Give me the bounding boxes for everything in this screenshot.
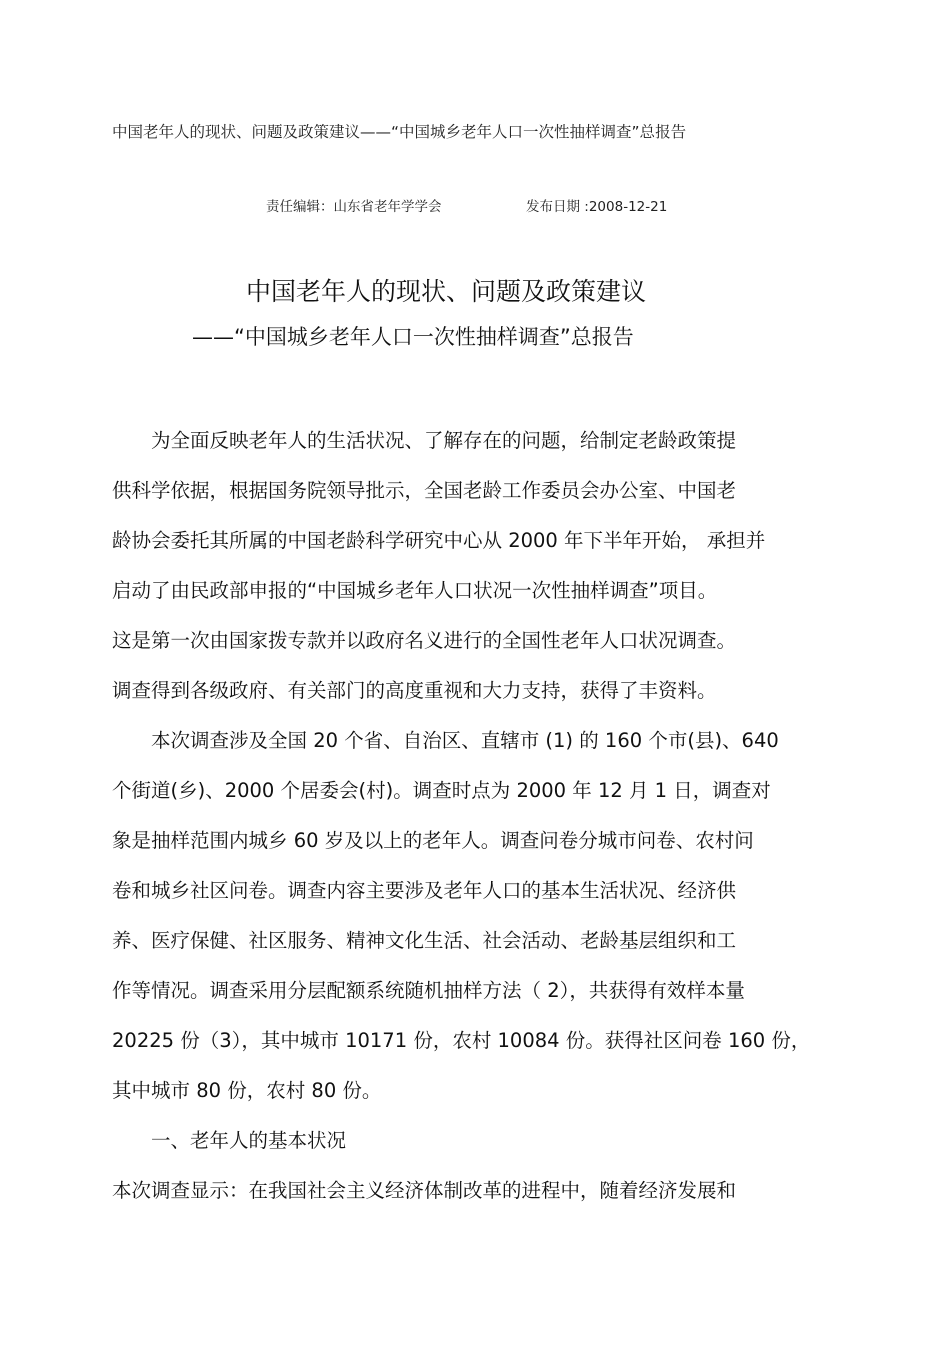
paragraph-line: 启动了由民政部申报的“中国城乡老年人口状况一次性抽样调查”项目。 (112, 579, 718, 602)
paragraph-line: 个街道(乡)、2000 个居委会(村)。调查时点为 2000 年 12 月 1 日，调查对 (112, 779, 771, 802)
editor-info: 责任编辑：山东省老年学学会 (266, 199, 442, 215)
paragraph-line: 调查得到各级政府、有关部门的高度重视和大力支持，获得了丰资料。 (112, 679, 717, 702)
section-heading: 一、老年人的基本状况 (112, 1129, 347, 1152)
paragraph-line: 这是第一次由国家拨专款并以政府名义进行的全国性老年人口状况调查。 (112, 629, 737, 652)
publish-date: 发布日期 :2008-12-21 (526, 199, 668, 215)
paragraph-line: 供科学依据，根据国务院领导批示，全国老龄工作委员会办公室、中国老 (112, 479, 737, 502)
paragraph-line: 为全面反映老年人的生活状况、了解存在的问题，给制定老龄政策提 (112, 429, 737, 452)
paragraph-line: 本次调查涉及全国 20 个省、自治区、直辖市 (1) 的 160 个市(县)、640 (112, 729, 779, 752)
header-title: 中国老年人的现状、问题及政策建议——“中国城乡老年人口一次性抽样调查”总报告 (112, 123, 687, 141)
paragraph-line: 卷和城乡社区问卷。调查内容主要涉及老年人口的基本生活状况、经济供 (112, 879, 737, 902)
paragraph-line: 其中城市 80 份，农村 80 份。 (112, 1079, 382, 1102)
paragraph-line: 作等情况。调查采用分层配额系统随机抽样方法（ 2），共获得有效样本量 (112, 979, 745, 1002)
article-title: 中国老年人的现状、问题及政策建议 (246, 277, 647, 306)
paragraph-line: 养、医疗保健、社区服务、精神文化生活、社会活动、老龄基层组织和工 (112, 929, 737, 952)
paragraph-line: 20225 份（3），其中城市 10171 份，农村 10084 份。获得社区问卷 160 份， (112, 1029, 811, 1052)
paragraph-line: 龄协会委托其所属的中国老龄科学研究中心从 2000 年下半年开始， 承担并 (112, 529, 766, 552)
article-subtitle: ——“中国城乡老年人口一次性抽样调查”总报告 (192, 325, 634, 349)
paragraph-line: 象是抽样范围内城乡 60 岁及以上的老年人。调查问卷分城市问卷、农村问 (112, 829, 754, 852)
paragraph-line: 本次调查显示：在我国社会主义经济体制改革的进程中，随着经济发展和 (112, 1179, 737, 1202)
